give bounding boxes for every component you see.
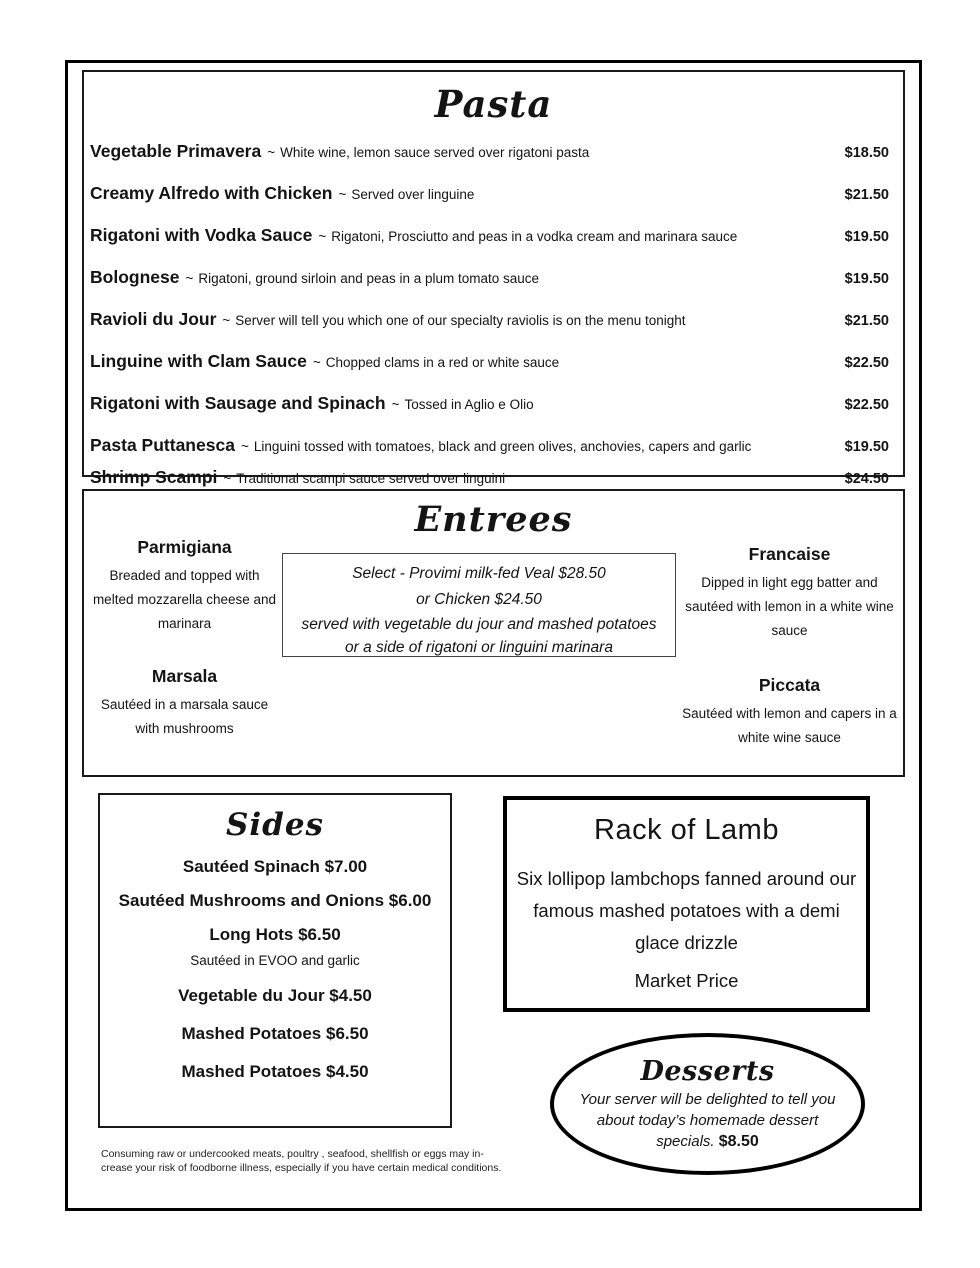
desserts-section [550,1033,865,1175]
rack-of-lamb-description: Six lollipop lambchops fanned around our famous mashed potatoes with a demi glace drizzle [516,868,857,953]
desserts-description-text: Your server will be delighted to tell you about today’s homemade dessert specials. [579,1091,836,1150]
pasta-item [90,465,889,492]
desserts-title: Desserts [640,1056,775,1087]
item-price: $21.50 [844,313,889,329]
item-price: $19.50 [844,439,889,455]
side-item-note: Sautéed in EVOO and garlic [190,953,360,968]
entree-description: Sautéed in a marsala sauce with mushrooms [100,697,269,736]
entree-description: Breaded and topped with melted mozzarella cheese and marinara [92,568,277,631]
item-description: Served over linguine [351,187,475,202]
pasta-item [90,223,889,250]
disclaimer-line-2: crease your risk of foodborne illness, especially if you have certain medical conditions. [101,1162,502,1174]
menu-page-frame [65,60,922,1211]
disclaimer-line-1: Consuming raw or undercooked meats, poultry , seafood, shellfish or eggs may in- [101,1148,484,1160]
select-line-4: or a side of rigatoni or linguini marinara [345,639,613,656]
pasta-item [90,265,889,292]
entree-parmigiana [92,537,277,636]
item-description: Linguini tossed with tomatoes, black and green olives, anchovies, capers and garlic [253,439,752,454]
entree-description: Dipped in light egg batter and sautéed with lemon in a white wine sauce [685,575,894,638]
item-description: Chopped clams in a red or white sauce [325,355,560,370]
entree-description: Sautéed with lemon and capers in a white wine sauce [682,706,897,745]
entree-marsala [92,666,277,741]
tilde-separator: ~ [222,313,231,328]
select-line-3: served with vegetable du jour and mashed potatoes [301,616,657,633]
pasta-section [82,70,905,487]
item-name: Rigatoni with Vodka Sauce [90,225,313,245]
rack-of-lamb-section [503,796,870,1012]
entree-name: Marsala [151,666,218,686]
pasta-title: Pasta [434,82,553,126]
entree-francaise [682,544,897,643]
pasta-item [90,391,889,418]
pasta-item [90,433,889,460]
entrees-section [82,489,905,777]
side-item: Mashed Potatoes $4.50 [181,1062,369,1081]
sides-section [98,793,452,1128]
tilde-separator: ~ [185,271,194,286]
tilde-separator: ~ [391,397,400,412]
tilde-separator: ~ [223,471,232,486]
item-name: Linguine with Clam Sauce [90,351,307,371]
side-item: Mashed Potatoes $6.50 [181,1024,369,1043]
entrees-title: Entrees [414,499,573,540]
entree-piccata [682,675,897,750]
side-item: Sautéed Spinach $7.00 [182,857,368,876]
tilde-separator: ~ [267,145,276,160]
pasta-item [90,139,889,166]
item-description: Server will tell you which one of our specialty raviolis is on the menu tonight [235,313,686,328]
rack-of-lamb-price: Market Price [634,970,739,991]
item-name: Vegetable Primavera [90,141,262,161]
entrees-select-box [282,553,676,657]
item-price: $22.50 [844,397,889,413]
pasta-item [90,307,889,334]
item-description: Traditional scampi sauce served over linguini [236,471,506,486]
sides-title: Sides [225,807,324,843]
tilde-separator: ~ [318,229,327,244]
item-description: Rigatoni, Prosciutto and peas in a vodka cream and marinara sauce [331,229,738,244]
desserts-description [577,1089,839,1152]
select-line-1: Select - Provimi milk-fed Veal $28.50 [352,565,606,582]
item-price: $19.50 [844,271,889,287]
tilde-separator: ~ [240,439,249,454]
item-description: Tossed in Aglio e Olio [404,397,534,412]
pasta-item-list [84,139,903,492]
item-price: $18.50 [844,145,889,161]
item-name: Shrimp Scampi [90,467,218,487]
tilde-separator: ~ [338,187,347,202]
item-price: $22.50 [844,355,889,371]
pasta-item [90,349,889,376]
desserts-price: $8.50 [718,1133,759,1150]
side-item: Vegetable du Jour $4.50 [178,986,372,1005]
select-line-2: or Chicken $24.50 [416,591,542,608]
item-description: White wine, lemon sauce served over rigatoni pasta [280,145,590,160]
item-description: Rigatoni, ground sirloin and peas in a plum tomato sauce [198,271,540,286]
item-price: $24.50 [844,471,889,487]
item-price: $19.50 [844,229,889,245]
item-price: $21.50 [844,187,889,203]
side-item: Sautéed Mushrooms and Onions $6.00 [118,891,432,910]
item-name: Pasta Puttanesca [90,435,235,455]
entree-name: Piccata [758,675,821,695]
item-name: Bolognese [90,267,180,287]
side-item: Long Hots $6.50 [209,925,341,944]
item-name: Rigatoni with Sausage and Spinach [90,393,386,413]
entree-name: Francaise [748,544,831,564]
item-name: Creamy Alfredo with Chicken [90,183,333,203]
item-name: Ravioli du Jour [90,309,217,329]
rack-of-lamb-title: Rack of Lamb [594,814,779,846]
tilde-separator: ~ [312,355,321,370]
health-disclaimer [101,1147,501,1175]
entree-name: Parmigiana [137,537,232,557]
pasta-item [90,181,889,208]
